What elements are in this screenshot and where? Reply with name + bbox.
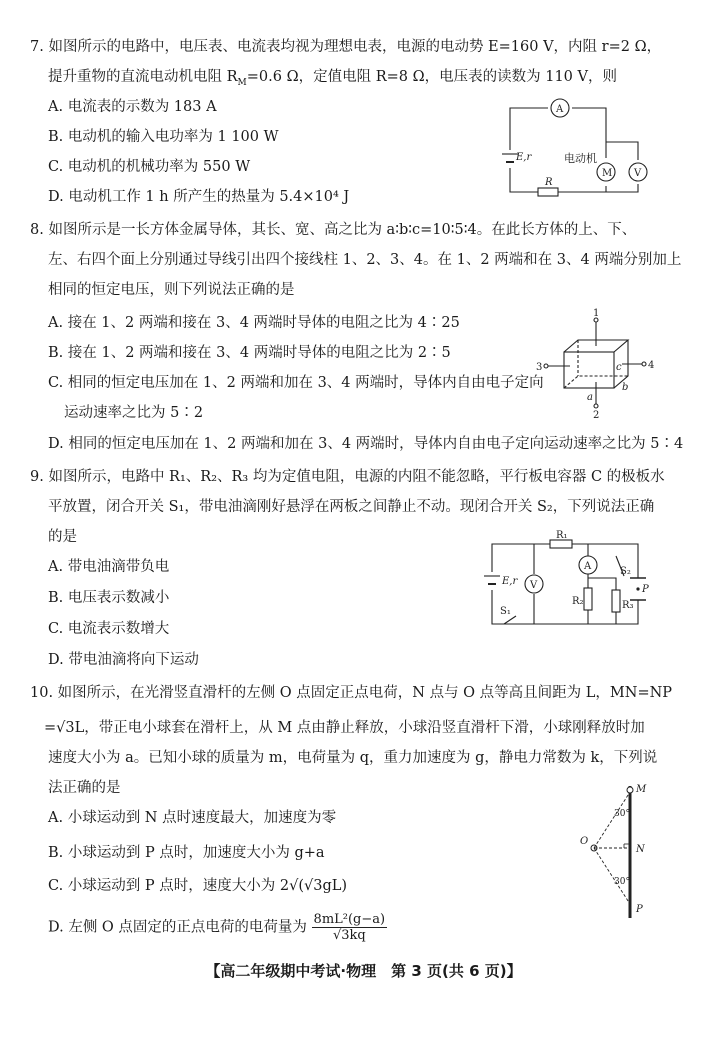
- q9-option-b: B. 电压表示数减小: [48, 590, 170, 606]
- q10-option-d: D. 左侧 O 点固定的正点电荷的电荷量为 $\frac{\text{8mL²(g−a)}}{√3kq}$: [48, 912, 386, 943]
- q8-terminal-1: 1: [593, 308, 600, 319]
- page-footer: 【高二年级期中考试·物理 第 3 页(共 6 页)】: [205, 962, 522, 980]
- q7-option-d: D. 电动机工作 1 h 所产生的热量为 5.4×10⁴ J: [48, 189, 350, 205]
- q7-motor-label: M: [602, 168, 613, 179]
- q9-r3-label: R₃: [622, 600, 634, 611]
- q7-ammeter-label: A: [556, 104, 564, 115]
- q9-source-label: E,r: [502, 576, 518, 587]
- q7-line1: 7. 如图所示的电路中，电压表、电流表均视为理想电表，电源的电动势 E=160 V，内阻 r=2 Ω，: [30, 39, 662, 55]
- q9-voltmeter-label: V: [530, 580, 538, 591]
- q7-resistor-label: R: [545, 177, 553, 188]
- q9-s1-label: S₁: [500, 606, 511, 617]
- q9-r1-label: R₁: [556, 530, 568, 541]
- q9-r2-label: R₂: [572, 596, 584, 607]
- q7-motor-caption: 电动机: [564, 152, 597, 165]
- q10-line1: 10. 如图所示，在光滑竖直滑杆的左侧 O 点固定正点电荷，N 点与 O 点等高且间距为 L，MN=NP: [30, 685, 673, 701]
- q8-terminal-3: 3: [536, 362, 543, 373]
- q9-line2: 平放置，闭合开关 S₁，带电油滴刚好悬浮在两板之间静止不动。现闭合开关 S₂，下列说法正确: [48, 499, 655, 515]
- q10-line3: 速度大小为 a。已知小球的质量为 m，电荷量为 q，重力加速度为 g，静电力常数为 k，下列说: [48, 750, 658, 766]
- q9-circuit-diagram: [484, 528, 664, 632]
- q10-charge-fraction: $\frac{\text{8mL²(g−a)}}{√3kq}$: [313, 912, 386, 943]
- q7-voltmeter-label: V: [634, 168, 642, 179]
- q8-edge-a: a: [587, 392, 593, 403]
- q8-option-c: C. 相同的恒定电压加在 1、2 两端和加在 3、4 两端时，导体内自由电子定向: [48, 375, 544, 391]
- q7-source-label: E,r: [516, 152, 532, 163]
- q9-option-a: A. 带电油滴带负电: [48, 559, 170, 575]
- q9-line1: 9. 如图所示，电路中 R₁、R₂、R₃ 均为定值电阻，电源的内阻不能忽略，平行板电容器 C 的极板水: [30, 469, 665, 485]
- q8-terminal-2: 2: [593, 410, 600, 421]
- q9-p-label: P: [642, 584, 649, 595]
- q7-circuit-diagram: [488, 90, 658, 205]
- q8-line2: 左、右四个面上分别通过导线引出四个接线柱 1、2、3、4。在 1、2 两端和在 3、4 两端分别加上: [48, 252, 682, 268]
- q9-s2-label: S₂: [620, 566, 631, 577]
- q8-line1: 8. 如图所示是一长方体金属导体，其长、宽、高之比为 a∶b∶c=10∶5∶4。在此长方体的上、下、: [30, 222, 637, 238]
- q8-option-a: A. 接在 1、2 两端和接在 3、4 两端时导体的电阻之比为 4∶25: [48, 315, 460, 331]
- q8-line3: 相同的恒定电压，则下列说法正确的是: [48, 282, 295, 298]
- q10-option-c: C. 小球运动到 P 点时，速度大小为 2√(√3gL): [48, 878, 348, 894]
- q9-option-d: D. 带电油滴将向下运动: [48, 652, 199, 668]
- q10-option-a: A. 小球运动到 N 点时速度最大，加速度为零: [48, 810, 337, 826]
- q8-edge-c: c: [616, 362, 622, 373]
- q10-option-b: B. 小球运动到 P 点时，加速度大小为 g+a: [48, 845, 325, 861]
- q9-line3: 的是: [48, 529, 77, 545]
- q7-option-a: A. 电流表的示数为 183 A: [48, 99, 217, 115]
- q10-angle-bottom: 30°: [614, 877, 630, 887]
- q9-ammeter-label: A: [584, 561, 592, 572]
- q10-rod-diagram: [578, 778, 658, 923]
- q7-line2: 提升重物的直流电动机电阻 $R_M=0.6$ Ω，定值电阻 R=8 Ω，电压表的读数为 110 V，则: [48, 69, 617, 88]
- q8-cuboid-diagram: [536, 308, 660, 421]
- q7-option-c: C. 电动机的机械功率为 550 W: [48, 159, 251, 175]
- q10-point-p: P: [636, 904, 643, 915]
- q10-point-n: N: [636, 844, 645, 855]
- q10-point-o: O: [580, 836, 589, 847]
- q8-option-d: D. 相同的恒定电压加在 1、2 两端和加在 3、4 两端时，导体内自由电子定向运动速率之比为 5∶4: [48, 436, 684, 452]
- q8-option-c-continued: 运动速率之比为 5∶2: [64, 405, 204, 421]
- q10-line4: 法正确的是: [48, 780, 121, 796]
- q10-point-m: M: [636, 784, 647, 795]
- q10-line2: =√3L，带正电小球套在滑杆上，从 M 点由静止释放，小球沿竖直滑杆下滑，小球刚释放时加: [44, 720, 645, 736]
- q8-terminal-4: 4: [648, 360, 655, 371]
- q7-option-b: B. 电动机的输入电功率为 1 100 W: [48, 129, 279, 145]
- q10-angle-top: 30°: [614, 809, 630, 819]
- q8-option-b: B. 接在 1、2 两端和接在 3、4 两端时导体的电阻之比为 2∶5: [48, 345, 451, 361]
- q8-edge-b: b: [622, 382, 629, 393]
- q9-option-c: C. 电流表示数增大: [48, 621, 170, 637]
